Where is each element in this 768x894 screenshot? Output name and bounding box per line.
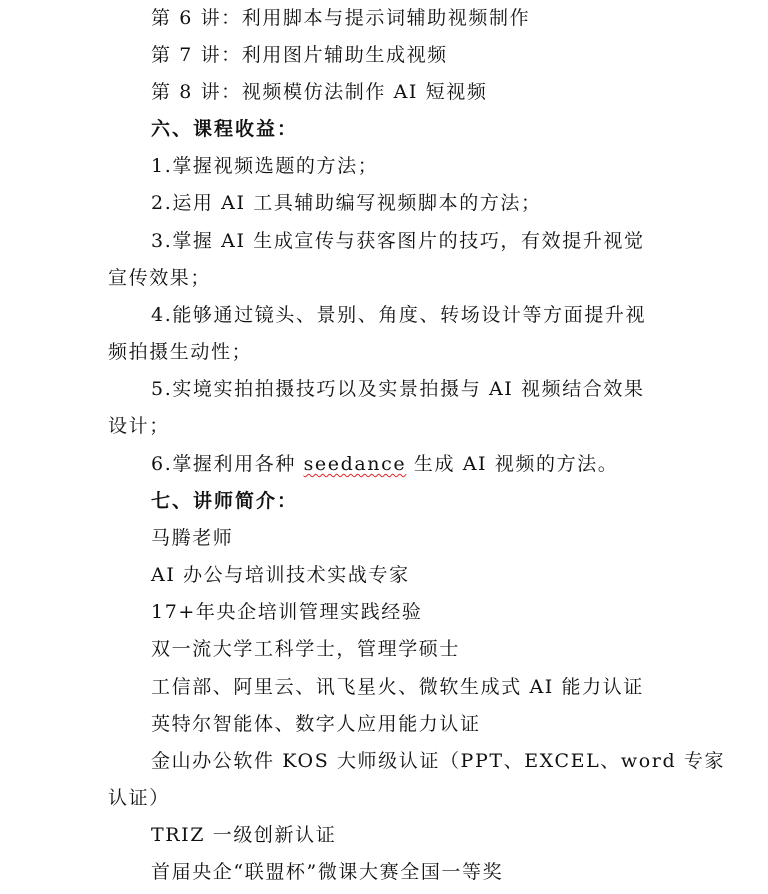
benefit-item-2: 2.运用 AI 工具辅助编写视频脚本的方法； (151, 192, 542, 214)
instructor-line-7: 认证） (108, 787, 170, 809)
benefit-item-4-line-2: 频拍摄生动性； (108, 341, 253, 363)
instructor-heading: 七、讲师简介： (151, 490, 299, 512)
lesson-8: 第 8 讲：视频模仿法制作 AI 短视频 (151, 81, 488, 103)
benefit-item-3-line-2: 宣传效果； (108, 267, 212, 289)
instructor-line-4: 工信部、阿里云、讯飞星火、微软生成式 AI 能力认证 (151, 676, 644, 698)
benefit-item-3-line-1: 3.掌握 AI 生成宣传与获客图片的技巧，有效提升视觉 (151, 230, 645, 252)
spellcheck-keyword: seedance (303, 453, 407, 475)
benefits-heading: 六、课程收益： (151, 118, 299, 140)
instructor-line-9: 首届央企“联盟杯”微课大赛全国一等奖 (151, 861, 504, 883)
instructor-line-5: 英特尔智能体、数字人应用能力认证 (151, 713, 481, 735)
instructor-line-1: AI 办公与培训技术实战专家 (151, 564, 410, 586)
instructor-line-2: 17+年央企培训管理实践经验 (151, 601, 423, 623)
instructor-line-6: 金山办公软件 KOS 大师级认证（PPT、EXCEL、word 专家 (151, 750, 726, 772)
benefit-item-6-suffix: 生成 AI 视频的方法。 (406, 453, 619, 475)
instructor-name: 马腾老师 (151, 527, 234, 549)
instructor-line-3: 双一流大学工科学士，管理学硕士 (151, 638, 461, 660)
benefit-item-6 (151, 452, 618, 476)
benefit-item-6-prefix: 6.掌握利用各种 (151, 453, 304, 475)
benefit-item-1: 1.掌握视频选题的方法； (151, 155, 379, 177)
lesson-7: 第 7 讲：利用图片辅助生成视频 (151, 44, 448, 66)
benefit-item-5-line-2: 设计； (108, 415, 170, 437)
instructor-line-8: TRIZ 一级创新认证 (151, 824, 337, 846)
benefit-item-5-line-1: 5.实境实拍拍摄技巧以及实景拍摄与 AI 视频结合效果 (151, 378, 645, 400)
lesson-6: 第 6 讲：利用脚本与提示词辅助视频制作 (151, 7, 531, 29)
benefit-item-4-line-1: 4.能够通过镜头、景别、角度、转场设计等方面提升视 (151, 304, 647, 326)
